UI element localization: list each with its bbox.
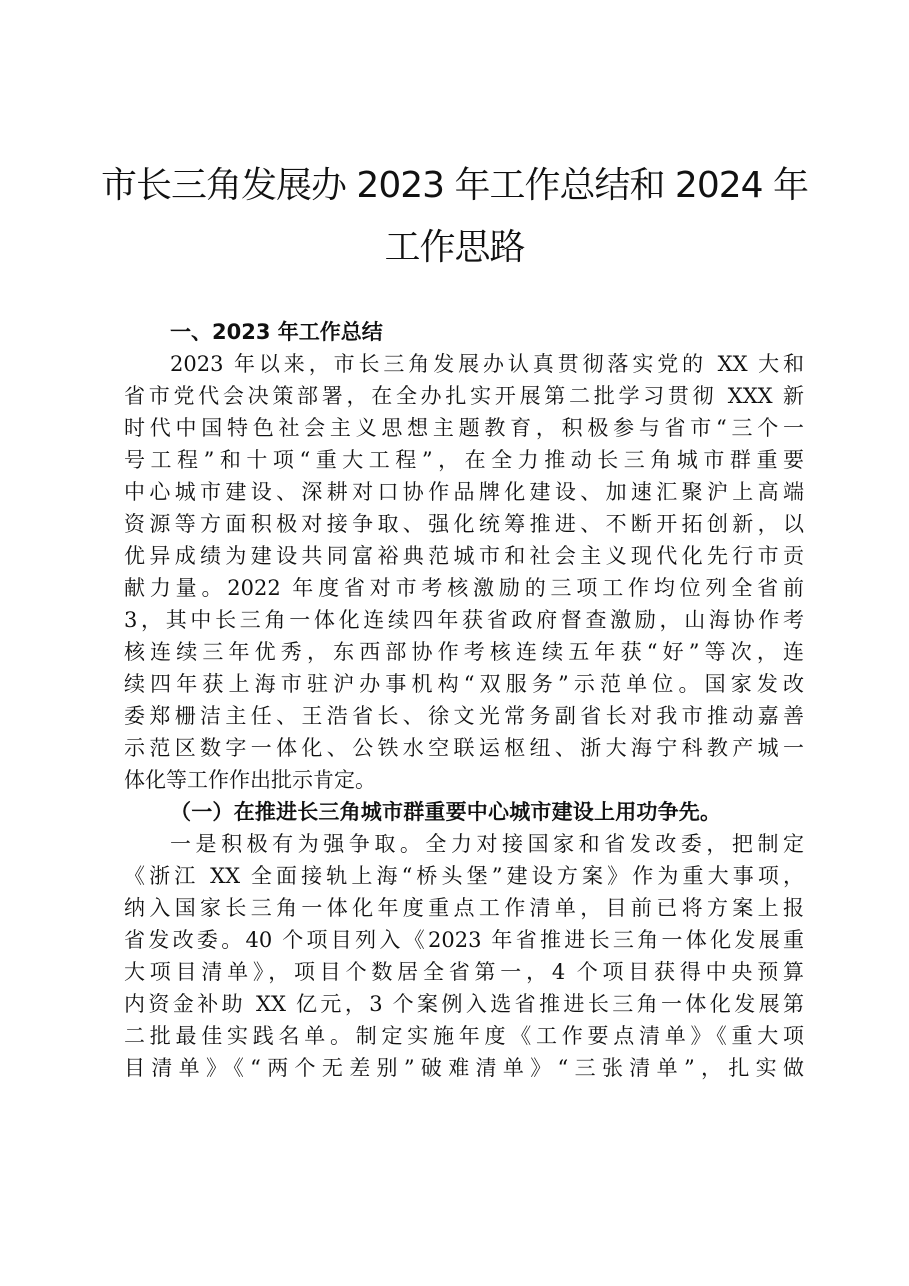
paragraph-line: 资源等方面积极对接争取、强化统筹推进、不断开拓创新，以 [124,512,804,536]
paragraph-line: 献力量。2022 年度省对市考核激励的三项工作均位列全省前 [124,576,804,600]
document-title-line-2: 工作思路 [384,227,525,268]
paragraph-line: 大项目清单》，项目个数居全省第一，4 个项目获得中央预算 [124,960,804,984]
paragraph-line: 目清单》《“两个无差别”破难清单》“三张清单”，扎实做 [124,1056,804,1080]
paragraph-line: 示范区数字一体化、公铁水空联运枢纽、浙大海宁科教产城一 [124,736,804,760]
section-heading: 一、2023 年工作总结 [170,320,383,344]
paragraph-line: 优异成绩为建设共同富裕典范城市和社会主义现代化先行市贡 [124,544,804,568]
paragraph-line: 二批最佳实践名单。制定实施年度《工作要点清单》《重大项 [124,1024,804,1048]
paragraph-line: 体化等工作作出批示肯定。 [124,768,376,792]
paragraph-line: 中心城市建设、深耕对口协作品牌化建设、加速汇聚沪上高端 [124,480,804,504]
paragraph-line: 2023 年以来，市长三角发展办认真贯彻落实党的 XX 大和 [170,352,804,376]
paragraph-line: 省市党代会决策部署，在全办扎实开展第二批学习贯彻 XXX 新 [124,384,804,408]
paragraph-line: 委郑栅洁主任、王浩省长、徐文光常务副省长对我市推动嘉善 [124,704,804,728]
subsection-heading: （一）在推进长三角城市群重要中心城市建设上用功争先。 [170,799,722,824]
paragraph-line: 纳入国家长三角一体化年度重点工作清单，目前已将方案上报 [124,896,804,920]
paragraph-line: 号工程”和十项“重大工程”，在全力推动长三角城市群重要 [124,448,804,472]
paragraph-line: 省发改委。40 个项目列入《2023 年省推进长三角一体化发展重 [124,928,804,952]
paragraph-line: 3，其中长三角一体化连续四年获省政府督查激励，山海协作考 [124,608,804,632]
document-title-line-1: 市长三角发展办 2023 年工作总结和 2024 年 [100,165,808,206]
paragraph-line: 续四年获上海市驻沪办事机构“双服务”示范单位。国家发改 [124,672,804,696]
paragraph-line: 内资金补助 XX 亿元，3 个案例入选省推进长三角一体化发展第 [124,992,804,1016]
paragraph-line: 核连续三年优秀，东西部协作考核连续五年获“好”等次，连 [124,640,804,664]
paragraph-line: 《浙江 XX 全面接轨上海“桥头堡”建设方案》作为重大事项， [124,864,804,888]
paragraph-line: 时代中国特色社会主义思想主题教育，积极参与省市“三个一 [124,416,804,440]
paragraph-line: 一是积极有为强争取。全力对接国家和省发改委，把制定 [170,832,804,856]
